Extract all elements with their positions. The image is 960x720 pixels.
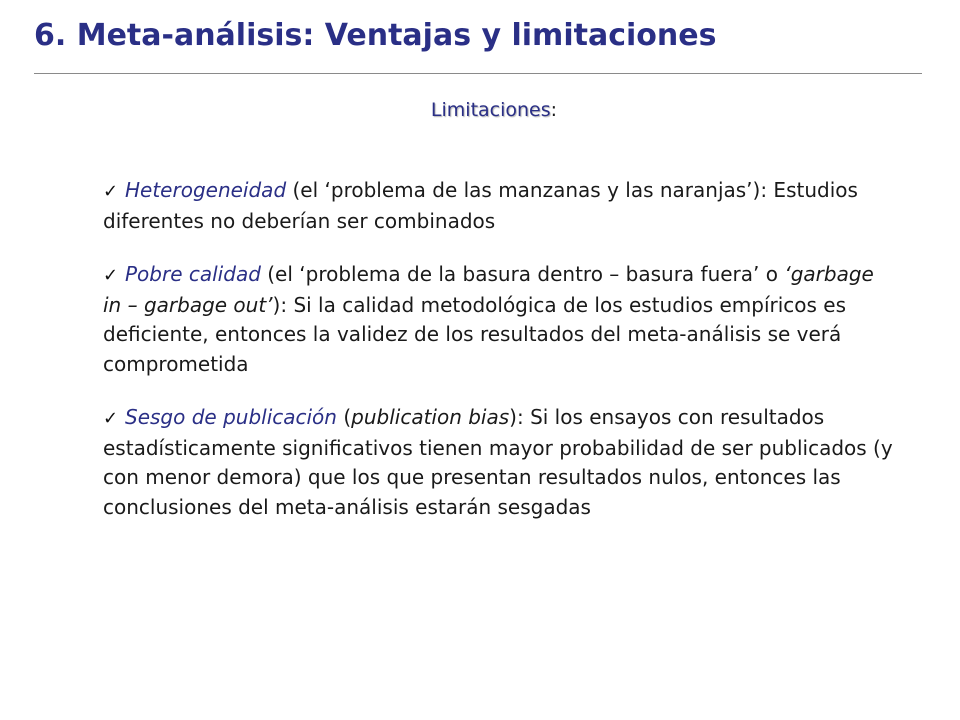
bullet-publication-bias	[103, 403, 893, 522]
bullet-text: (el ‘problema de las manzanas y las naranjas’): Estudios diferentes no deberían ser combinados	[103, 178, 858, 233]
bullet-italic-phrase: publication bias	[351, 405, 510, 429]
slide-title: 6. Meta-análisis: Ventajas y limitaciones	[34, 18, 717, 53]
bullet-text: ): Si la calidad metodológica de los estudios empíricos es deficiente, entonces la validez de los resultados del meta-análisis se verá comprometida	[103, 292, 847, 376]
subheading-colon: :	[550, 99, 558, 121]
checkmark-icon: ✓	[103, 408, 119, 429]
bullet-term: Pobre calidad	[125, 262, 261, 286]
bullet-text: ): Si los ensayos con resultados estadísticamente significativos tienen mayor probabilidad de ser publicados (y con menor demora) que los que presentan resultados nulos, entonces las conclusiones del meta-análisis estarán sesgadas	[103, 405, 893, 519]
bullet-text: (	[336, 405, 352, 429]
bullet-poor-quality	[103, 260, 893, 379]
limitations-list	[103, 176, 893, 546]
bullet-term: Heterogeneidad	[125, 178, 287, 202]
bullet-text: (el ‘problema de la basura dentro – basura fuera’ o	[260, 262, 785, 286]
section-subheading	[0, 96, 960, 124]
bullet-term: Sesgo de publicación	[125, 405, 337, 429]
bullet-heterogeneity	[103, 176, 893, 236]
checkmark-icon: ✓	[103, 265, 119, 286]
subheading-label: Limitaciones	[430, 99, 551, 121]
title-divider	[34, 73, 922, 74]
bullet-italic-phrase: ‘garbage in – garbage out’	[103, 262, 874, 317]
checkmark-icon: ✓	[103, 181, 119, 202]
